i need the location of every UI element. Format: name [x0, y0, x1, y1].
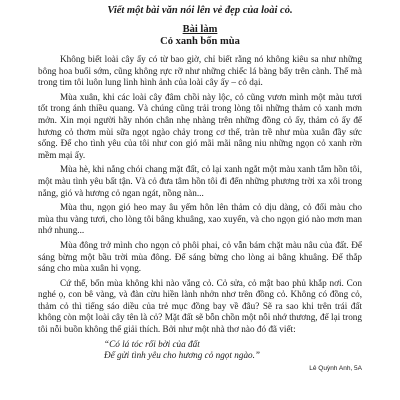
- poem-quote-line-2: Để gửi tình yêu cho hương cỏ ngọt ngào.”: [104, 350, 261, 361]
- poem-quote-line-1: “Có lá tóc rối bời của đất: [104, 338, 200, 349]
- paragraph-spring: Mùa xuân, khi các loài cây đâm chồi này lộc, cỏ cũng vươn mình một màu tươi tốt trong ánh thiều quang. Và chúng cũng trải trong lòng tôi những thảm cỏ xanh mơn mởn. Xin mọi người hãy nhón chân nhẹ nhàng trên những đồng cỏ ấy, thảm cỏ ấy để hương cỏ thơm mùi sữa ngọt ngào chảy trong cơ thể, tràn trề như mùa xuân đầy sức sống. Để cho tình yêu của tôi như con gió mãi mãi nâng niu những ngọn cỏ xanh rờn mềm mại ấy.: [38, 91, 362, 160]
- author-signature: Lê Quỳnh Anh, 5A: [309, 364, 362, 372]
- essay-title: Cỏ xanh bốn mùa: [160, 36, 240, 47]
- paragraph-autumn: Mùa thu, ngọn gió heo may âu yếm hôn lên thảm cỏ dịu dàng, cỏ đổi màu cho mùa thu vàng tươi, cho lòng tôi bâng khuâng, xao xuyến, và cho ngọn gió nào mơn man nhớ nhung...: [38, 202, 362, 236]
- paragraph-winter: Mùa đông trở mình cho ngọn cỏ phôi phai, cỏ vẫn bám chặt màu nâu của đất. Để sáng bừng một bầu trời mùa đông. Để sáng bừng cho lòng ai bâng khuâng. Để thắp sáng cho mùa xuân hi vọng.: [38, 239, 362, 274]
- answer-heading: Bài làm: [182, 24, 218, 35]
- paragraph-intro: Không biết loài cây ấy có từ bao giờ, chỉ biết rằng nó không kiêu sa như những bông hoa buổi sớm, cũng không rực rỡ như những chiếc lá bàng bẩy trên cành. Thế mà trong tim tôi luôn lung linh hình ảnh của loài cây ấy – cỏ dại.: [38, 54, 362, 88]
- paragraph-summer: Mùa hè, khi nắng chói chang mặt đất, cỏ lại xanh ngắt một màu xanh tắm hồn tôi, một màu tình yêu bất tận. Và cỏ đưa tâm hồn tôi đi đến những phương trời xa xôi trong nắng, gió và hương cỏ ngan ngát, nồng nàn...: [38, 164, 362, 198]
- assignment-title: Viết một bài văn nói lên vẻ đẹp của loài cỏ.: [107, 5, 293, 16]
- paragraph-conclusion: Cứ thế, bốn mùa không khi nào vắng cỏ. Cỏ sửa, cỏ mật bao phủ khắp nơi. Con nghé ọ, con bê vàng, và đàn cừu hiền lành nhởn nhơ trên đồng cỏ. Không có đồng cỏ, thảm cỏ thì tiếng sáo diều của trẻ mục đồng bay về đâu? Sẽ ra sao khi trên trái đất không còn một loài cây tên là cỏ? Mặt đất sẽ bỗn chồn một nỗi nhớ thương, để lại trong tôi nỗi buồn không thể giải thích. Bởi như một nhà thơ nào đó đã viết:: [38, 277, 362, 335]
